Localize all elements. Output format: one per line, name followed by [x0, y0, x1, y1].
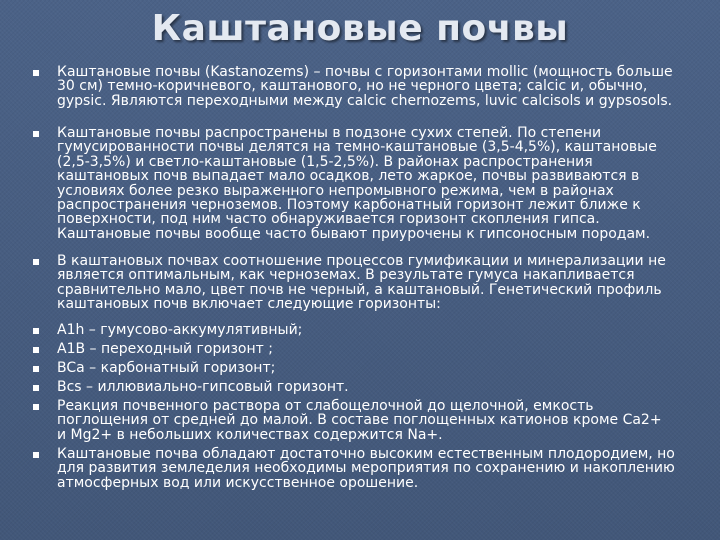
square-bullet-icon [33, 131, 39, 137]
bullet-text: BCa – карбонатный горизонт; [57, 360, 276, 376]
square-bullet-icon [33, 385, 39, 391]
square-bullet-icon [33, 404, 39, 410]
bullet-text: Каштановые почва обладают достаточно высоким естественным плодородием, но для развития земледелия необходимы мероприятия по сохранению и накоплению атмосферных вод или искусственное орошение. [57, 446, 675, 491]
square-bullet-icon [33, 452, 39, 458]
slide-title: Каштановые почвы [151, 8, 569, 49]
bullet-text: Реакция почвенного раствора от слабощелочной до щелочной, емкость поглощения от средней до малой. В составе поглощенных катионов кроме Ca2+ и Mg2+ в небольших количествах содержится Na+. [57, 398, 662, 443]
square-bullet-icon [33, 347, 39, 353]
square-bullet-icon [33, 328, 39, 334]
square-bullet-icon [33, 366, 39, 372]
bullet-text: В каштановых почвах соотношение процессов гумификации и минерализации не является оптимальным, как черноземах. В результате гумуса накапливается сравнительно мало, цвет почв не черный, а каштановый. Генетический профиль каштановых почв включает следующие горизонты: [57, 253, 666, 313]
bullet-text: A1h – гумусово-аккумулятивный; [57, 322, 303, 338]
bullet-text: Bcs – иллювиально-гипсовый горизонт. [57, 379, 349, 395]
bullet-text: Каштановые почвы (Kastanozems) – почвы с горизонтами mollic (мощность больше 30 см) темно-коричневого, каштанового, но не черного цвета; calcic и, обычно, gypsic. Являются переходными между calcic chernozems, luvic calcisols и gypsosols. [57, 64, 673, 109]
bullet-text: A1B – переходный горизонт ; [57, 341, 273, 357]
square-bullet-icon [33, 259, 39, 265]
square-bullet-icon [33, 70, 39, 76]
bullet-text: Каштановые почвы распространены в подзоне сухих степей. По степени гумусированности почвы делятся на темно-каштановые (3,5-4,5%), каштановые (2,5-3,5%) и светло-каштановые (1,5-2,5%). В районах распространения каштановых почв выпадает мало осадков, лето жаркое, почвы развиваются в условиях более резко выраженного непромывного режима, чем в районах распространения черноземов. Поэтому карбонатный горизонт лежит ближе к поверхности, под ним часто обнаруживается горизонт скопления гипса. Каштановые почвы вообще часто бывают приурочены к гипсоносным породам. [57, 125, 657, 242]
